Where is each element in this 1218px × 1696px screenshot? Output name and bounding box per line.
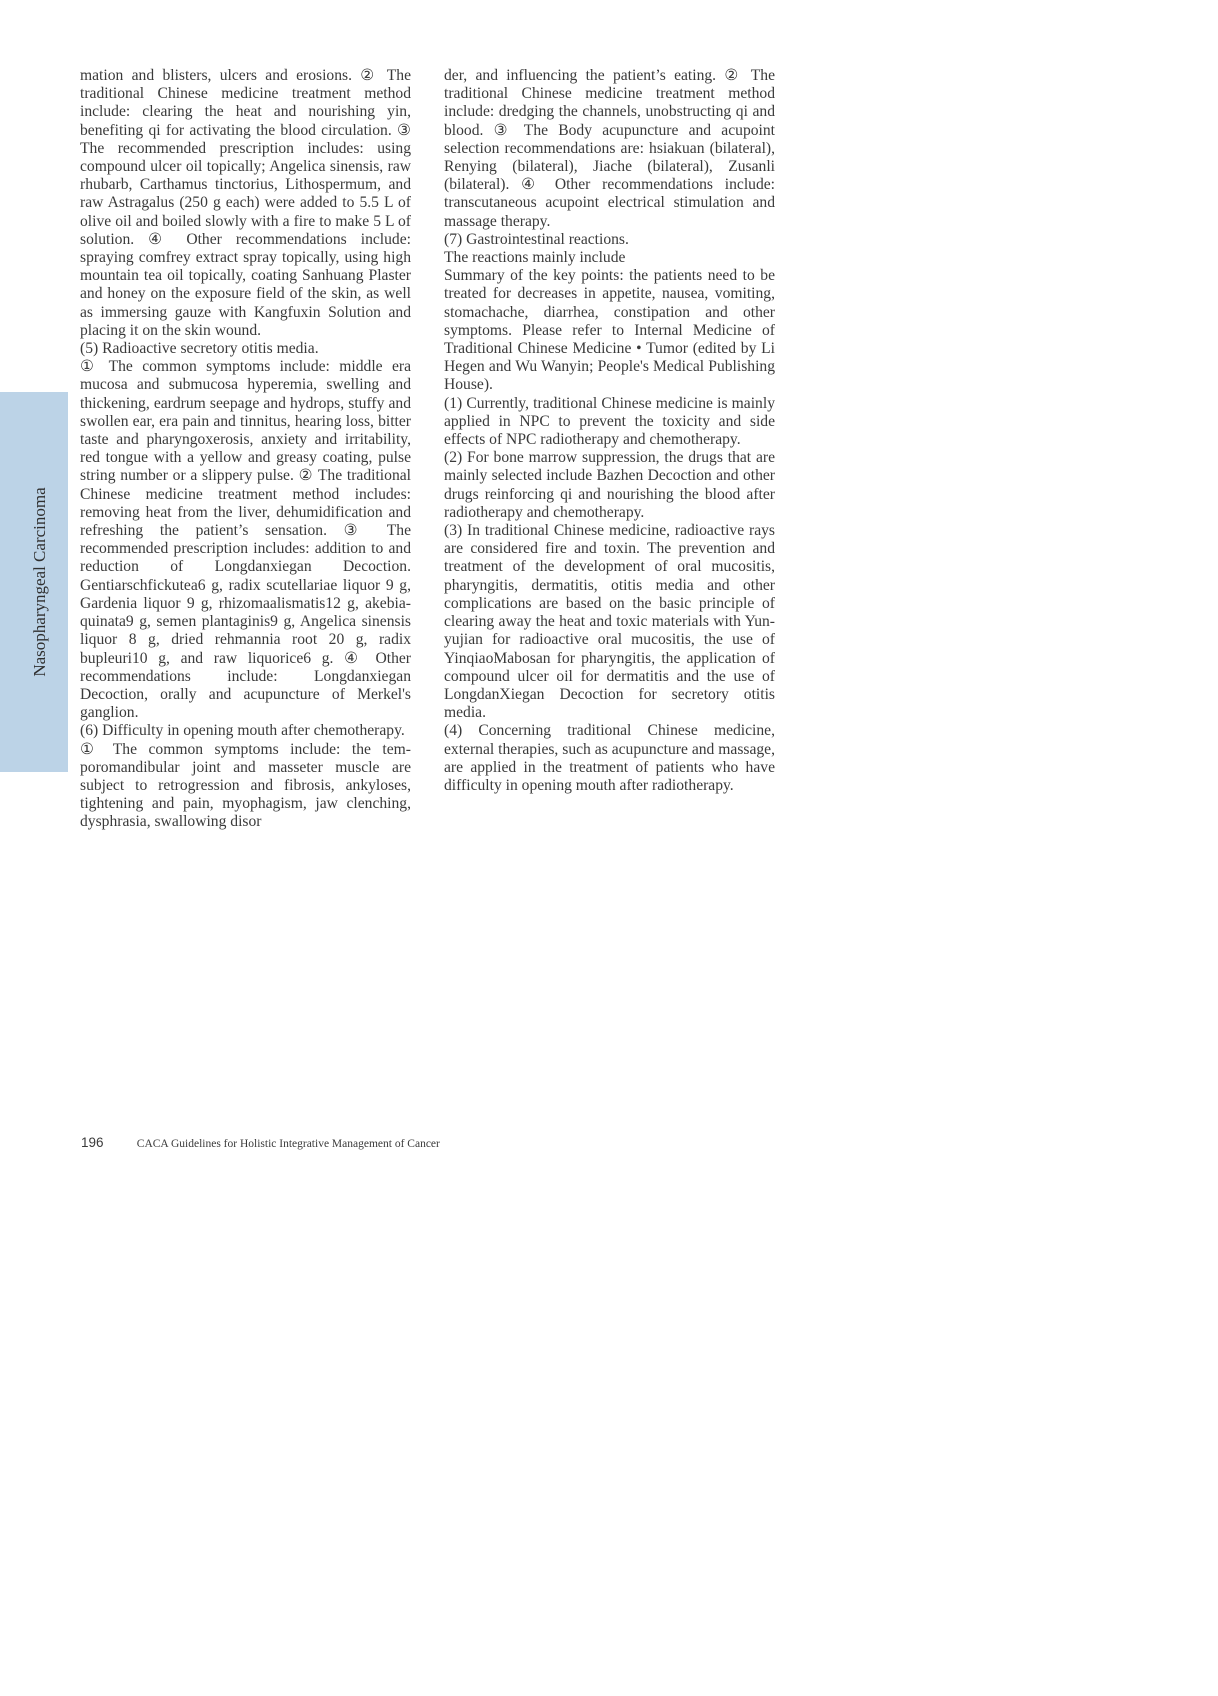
paragraph: mation and blisters, ulcers and erosions. ② The traditional Chinese medicine treatment method include: clearing the heat and nourishing yin, benefiting qi for activating the blood circulation. ③ The recommended prescription includes: using compound ulcer oil topically; Angelica sinensis, raw rhubarb, Carthamus tinctorius, Lithospermum, and raw Astragalus (250 g each) were added to 5.5 L of olive oil and boiled slowly with a fire to make 5 L of solution. ④ Other recommendations include: spraying comfrey extract spray topically, using high mountain tea oil topically, coating Sanhuang Plaster and honey on the exposure field of the skin, as well as immersing gauze with Kangfuxin Solution and placing it on the skin wound. xyxy=(80,67,411,339)
page-footer xyxy=(81,1135,440,1151)
paragraph: ① The common symptoms include: middle era mucosa and submucosa hyperemia, swelling and thickening, eardrum seepage and hydrops, stuffy and swollen ear, era pain and tinnitus, hearing loss, bitter taste and pharyngoxerosis, anxiety and irritability, red tongue with a yellow and greasy coating, pulse string number or a slippery pulse. ② The traditional Chinese medicine treatment method includes: removing heat from the liver, dehumidification and refreshing the patient’s sensation. ③ The recommended prescription includes: addition to and reduction of Longdanxiegan Decoction. Gentiarschfickutea6 g, radix scutellariae liquor 9 g, Gardenia liquor 9 g, rhizomaalismatis12 g, akebiaquinata9 g, semen plantaginis9 g, Angelica sinensis liquor 8 g, dried rehmannia root 20 g, radix bupleuri10 g, and raw liquorice6 g. ④ Other recommendations include: Longdanxiegan Decoction, orally and acupuncture of Merkel's ganglion. xyxy=(80,358,411,722)
paragraph: The reactions mainly include xyxy=(444,249,626,267)
paragraph: der, and influencing the patient’s eating. ② The traditional Chinese medicine treatment method include: dredging the channels, unobstructing qi and blood. ③ The Body acupuncture and acupoint selection recommendations are: hsiakuan (bilateral), Renying (bilateral), Jiache (bilateral), Zusanli (bilateral). ④ Other recommendations include: transcutaneous acupoint electrical stimulation and massage therapy. xyxy=(444,67,775,230)
side-tab-label: Nasopharyngeal Carcinoma xyxy=(30,487,49,677)
left-column xyxy=(80,67,411,832)
section-heading: (6) Difficulty in opening mouth after chemotherapy. xyxy=(80,722,405,740)
page-number: 196 xyxy=(81,1135,104,1150)
section-heading: (5) Radioactive secretory otitis media. xyxy=(80,340,319,358)
paragraph: Summary of the key points: the patients need to be treated for decreases in appetite, nausea, vomiting, stomachache, diarrhea, constipation and other symptoms. Please refer to Internal Medicine of Traditional Chinese Medicine • Tumor (edited by Li Hegen and Wu Wanyin; People's Medical Publishing House). xyxy=(444,267,775,394)
paragraph: (1) Currently, traditional Chinese medicine is mainly applied in NPC to prevent the toxicity and side effects of NPC radiotherapy and chemotherapy. xyxy=(444,394,775,449)
paragraph: ① The common symptoms include: the temporomandibular joint and masseter muscle are subject to retrogression and fibrosis, ankyloses, tightening and pain, myophagism, jaw clenching, dysphrasia, swallowing disor xyxy=(80,740,411,831)
right-column xyxy=(444,67,775,795)
paragraph: (3) In traditional Chinese medicine, radioactive rays are considered fire and toxin. The prevention and treatment of the development of oral mucositis, pharyngitis, dermatitis, otitis media and other complications are based on the basic principle of clearing away the heat and toxic materials with Yunyujian for radioactive oral mucositis, the use of YinqiaoMabosan for pharyngitis, the application of compound ulcer oil for dermatitis and the use of LongdanXiegan Decoction for secretory otitis media. xyxy=(444,522,775,722)
running-title: CACA Guidelines for Holistic Integrative Management of Cancer xyxy=(136,1138,440,1150)
paragraph: (2) For bone marrow suppression, the drugs that are mainly selected include Bazhen Decoction and other drugs reinforcing qi and nourishing the blood after radiotherapy and chemotherapy. xyxy=(444,449,775,521)
paragraph: (4) Concerning traditional Chinese medicine, external therapies, such as acupuncture and massage, are applied in the treatment of patients who have difficulty in opening mouth after radiotherapy. xyxy=(444,722,775,794)
section-heading: (7) Gastrointestinal reactions. xyxy=(444,230,629,248)
